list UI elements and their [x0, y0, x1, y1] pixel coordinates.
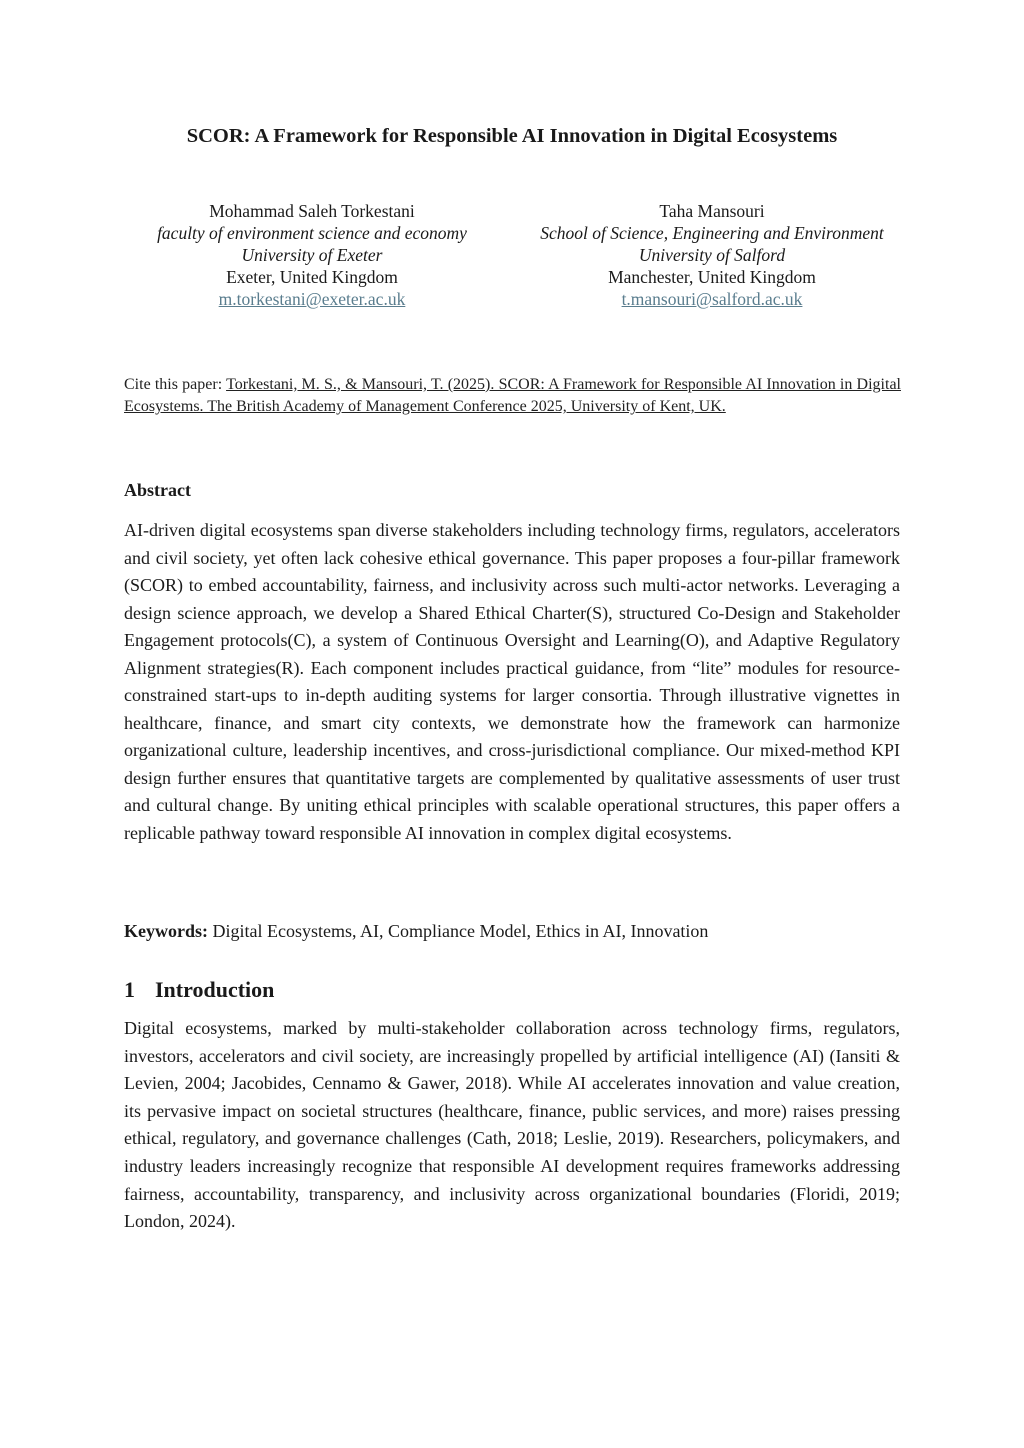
author-department: School of Science, Engineering and Environment [540, 223, 884, 243]
author-block-2 [512, 200, 912, 310]
author-department: faculty of environment science and economy [157, 223, 467, 243]
abstract-text: AI-driven digital ecosystems span diverse stakeholders including technology firms, regulators, accelerators and civil society, yet often lack cohesive ethical governance. This paper proposes a four-pillar framework (SCOR) to embed accountability, fairness, and inclusivity across such multi-actor networks. Leveraging a design science approach, we develop a Shared Ethical Charter(S), structured Co-Design and Stakeholder Engagement protocols(C), a system of Continuous Oversight and Learning(O), and Adaptive Regulatory Alignment strategies(R). Each component includes practical guidance, from “lite” modules for resource-constrained start-ups to in-depth auditing systems for larger consortia. Through illustrative vignettes in healthcare, finance, and smart city contexts, we demonstrate how the framework can harmonize organizational culture, leadership incentives, and cross-jurisdictional compliance. Our mixed-method KPI design further ensures that quantitative targets are complemented by qualitative assessments of user trust and cultural change. By uniting ethical principles with scalable operational structures, this paper offers a replicable pathway toward responsible AI innovation in complex digital ecosystems. [124, 520, 900, 843]
abstract-heading: Abstract [124, 480, 191, 500]
keywords-line [124, 919, 900, 944]
paper-title: SCOR: A Framework for Responsible AI Innovation in Digital Ecosystems [186, 125, 838, 147]
author-email-link[interactable]: m.torkestani@exeter.ac.uk [218, 289, 406, 309]
author-location: Exeter, United Kingdom [226, 267, 398, 287]
section-number: 1 [124, 977, 135, 1002]
author-name: Mohammad Saleh Torkestani [209, 201, 415, 221]
keywords-label: Keywords: [124, 921, 208, 941]
citation-block [124, 374, 901, 418]
author-block-1 [112, 200, 512, 310]
author-institution: University of Salford [638, 245, 786, 265]
citation-reference-link[interactable]: Torkestani, M. S., & Mansouri, T. (2025). SCOR: A Framework for Responsible AI Innovation in Digital Ecosystems. The British Academy of Management Conference 2025, University of Kent, UK. [124, 376, 901, 415]
author-institution: University of Exeter [241, 245, 383, 265]
author-location: Manchester, United Kingdom [608, 267, 816, 287]
keywords-value: Digital Ecosystems, AI, Compliance Model, Ethics in AI, Innovation [212, 921, 709, 941]
section-heading-introduction [124, 977, 274, 1003]
author-name: Taha Mansouri [659, 201, 765, 221]
section-title: Introduction [155, 977, 275, 1002]
introduction-text: Digital ecosystems, marked by multi-stakeholder collaboration across technology firms, regulators, investors, accelerators and civil society, are increasingly propelled by artificial intelligence (AI) (Iansiti & Levien, 2004; Jacobides, Cennamo & Gawer, 2018). While AI accelerates innovation and value creation, its pervasive impact on societal structures (healthcare, finance, public services, and more) raises pressing ethical, regulatory, and governance challenges (Cath, 2018; Leslie, 2019). Researchers, policymakers, and industry leaders increasingly recognize that responsible AI development requires frameworks addressing fairness, accountability, transparency, and inclusivity across organizational boundaries (Floridi, 2019; London, 2024). [124, 1018, 900, 1232]
author-email-link[interactable]: t.mansouri@salford.ac.uk [621, 289, 803, 309]
citation-label: Cite this paper: [124, 376, 223, 393]
